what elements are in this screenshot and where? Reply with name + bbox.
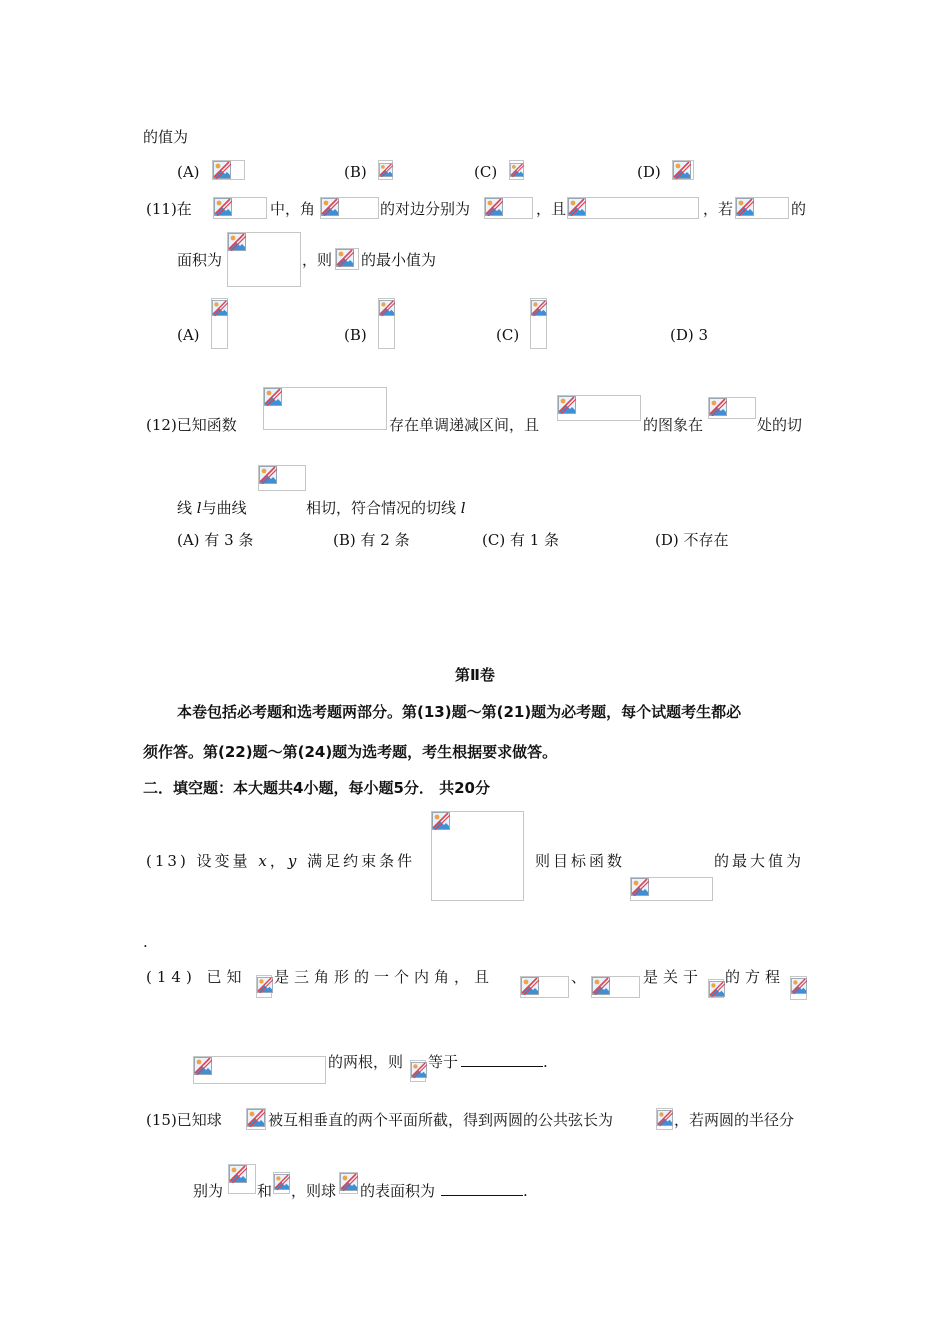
var-x: x <box>258 852 270 870</box>
formula-image <box>672 160 694 180</box>
broken-image-icon <box>336 249 354 267</box>
q13-comma: ， <box>269 852 288 870</box>
formula-image <box>708 397 756 419</box>
q15-number: (15)已知球 <box>146 1111 222 1129</box>
part2-title: 第Ⅱ卷 <box>455 666 495 684</box>
var-y: y <box>287 852 300 870</box>
q14-text: 是关于 <box>643 968 704 986</box>
q10-option-b: (B) <box>344 163 367 181</box>
formula-image <box>211 298 228 349</box>
formula-image <box>246 1108 266 1130</box>
q15-text: 被互相垂直的两个平面所截，得到两圆的公共弦长为 <box>268 1111 614 1129</box>
q12-number: (12)已知函数 <box>146 416 237 434</box>
q15-period: . <box>523 1182 528 1200</box>
part2-intro: 须作答。第(22)题～第(24)题为选考题，考生根据要求做答。 <box>143 743 558 761</box>
q14-text: 是三角形的一个内角，且 <box>274 968 495 986</box>
broken-image-icon <box>264 388 282 406</box>
q12-option-c: (C) 有 1 条 <box>482 531 560 549</box>
formula-image <box>591 976 640 998</box>
q11-text: 中，角 <box>270 200 316 218</box>
formula-image <box>735 197 789 219</box>
q12-text: 的图象在 <box>643 416 704 434</box>
q11-option-a: (A) <box>177 326 200 344</box>
formula-image <box>213 197 267 219</box>
formula-image <box>567 197 699 219</box>
q14-blank-line <box>461 1052 548 1072</box>
broken-image-icon <box>340 1173 358 1191</box>
broken-image-icon <box>214 198 232 216</box>
formula-image <box>212 160 245 180</box>
formula-image <box>273 1172 290 1194</box>
q10-option-c: (C) <box>474 163 498 181</box>
q14-text: 的方程 <box>725 968 786 986</box>
formula-image <box>228 1164 256 1194</box>
q15-text: 的表面积为 <box>360 1182 436 1200</box>
q13-text: 则目标函数 <box>535 852 626 870</box>
q15-blank-line <box>441 1181 528 1201</box>
broken-image-icon <box>657 1109 673 1127</box>
formula-image <box>227 232 301 287</box>
broken-image-icon <box>213 161 231 179</box>
formula-image <box>335 248 359 270</box>
q10-option-a: (A) <box>177 163 200 181</box>
broken-image-icon <box>274 1173 290 1191</box>
q11-text: ，若 <box>703 200 734 218</box>
formula-image <box>193 1056 326 1084</box>
broken-image-icon <box>791 977 807 995</box>
q11-text: ，且 <box>536 200 567 218</box>
formula-image <box>320 197 379 219</box>
formula-image <box>656 1108 673 1130</box>
q12-text-line <box>306 498 466 518</box>
q13-number: (13) 设变量 <box>146 852 251 870</box>
formula-image <box>790 976 807 1000</box>
formula-image <box>530 298 547 349</box>
section-heading: 二．填空题：本大题共4小题，每小题5分． 共20分 <box>143 779 490 797</box>
broken-image-icon <box>321 198 339 216</box>
formula-image <box>410 1060 426 1082</box>
q13-text-line <box>146 851 415 871</box>
formula-image <box>378 160 393 180</box>
q12-text: 存在单调递减区间，且 <box>389 416 540 434</box>
q11-number: (11)在 <box>146 200 192 218</box>
q10-option-d: (D) <box>637 163 661 181</box>
formula-image <box>378 298 395 349</box>
broken-image-icon <box>673 161 691 179</box>
q11-text: ，则 <box>302 251 333 269</box>
q12-text: 处的切 <box>757 416 803 434</box>
q12-text-line <box>177 498 247 518</box>
q11-text: 的最小值为 <box>361 251 437 269</box>
q15-text: ，则球 <box>291 1182 337 1200</box>
broken-image-icon <box>229 1165 247 1183</box>
q11-text: 面积为 <box>177 251 223 269</box>
formula-image <box>263 387 387 430</box>
broken-image-icon <box>259 466 277 484</box>
formula-image <box>256 975 272 998</box>
formula-image <box>258 465 306 491</box>
broken-image-icon <box>631 878 649 896</box>
answer-blank[interactable] <box>461 1052 543 1067</box>
q12-option-b: (B) 有 2 条 <box>333 531 410 549</box>
q15-text: 和 <box>257 1182 273 1200</box>
broken-image-icon <box>228 233 246 251</box>
broken-image-icon <box>379 299 395 317</box>
q14-separator: 、 <box>571 968 587 986</box>
q11-text: 的 <box>791 200 807 218</box>
formula-image <box>484 197 533 219</box>
broken-image-icon <box>212 299 228 317</box>
broken-image-icon <box>736 198 754 216</box>
formula-image <box>557 395 641 421</box>
q11-text: 的对边分别为 <box>380 200 471 218</box>
q12-text: 与曲线 <box>201 499 247 517</box>
q14-number: (14) 已知 <box>146 968 247 986</box>
broken-image-icon <box>411 1061 427 1079</box>
broken-image-icon <box>531 299 547 317</box>
q12-option-d: (D) 不存在 <box>655 531 729 549</box>
formula-image <box>509 160 524 180</box>
q12-option-a: (A) 有 3 条 <box>177 531 254 549</box>
broken-image-icon <box>521 977 539 995</box>
q11-option-b: (B) <box>344 326 367 344</box>
broken-image-icon <box>432 812 450 830</box>
q14-period: . <box>543 1053 548 1071</box>
formula-image <box>708 979 724 998</box>
broken-image-icon <box>485 198 503 216</box>
q13-text: 的最大值为 <box>714 852 805 870</box>
answer-blank[interactable] <box>441 1181 523 1196</box>
formula-image <box>431 811 524 901</box>
var-l: l <box>460 499 466 517</box>
broken-image-icon <box>558 396 576 414</box>
broken-image-icon <box>510 161 524 179</box>
q10-text: 的值为 <box>143 128 189 146</box>
q13-text: 满足约束条件 <box>307 852 416 870</box>
broken-image-icon <box>568 198 586 216</box>
broken-image-icon <box>257 976 273 994</box>
broken-image-icon <box>592 977 610 995</box>
q11-option-c: (C) <box>496 326 520 344</box>
broken-image-icon <box>247 1109 265 1127</box>
broken-image-icon <box>709 980 725 998</box>
formula-image <box>630 877 713 901</box>
q14-text: 等于 <box>428 1053 459 1071</box>
q11-option-d: (D) 3 <box>670 326 709 344</box>
formula-image <box>520 976 569 998</box>
q13-period: . <box>143 933 148 951</box>
q15-text: ，若两圆的半径分 <box>674 1111 795 1129</box>
q12-text: 线 <box>177 499 193 517</box>
q14-text: 的两根，则 <box>328 1053 404 1071</box>
broken-image-icon <box>379 161 393 179</box>
broken-image-icon <box>709 398 727 416</box>
part2-intro: 本卷包括必考题和选考题两部分。第(13)题～第(21)题为必考题，每个试题考生都必 <box>177 703 742 721</box>
q12-text: 相切，符合情况的切线 <box>306 499 457 517</box>
var-l: l <box>196 499 202 517</box>
broken-image-icon <box>194 1057 212 1075</box>
q15-text: 别为 <box>193 1182 224 1200</box>
formula-image <box>339 1172 358 1194</box>
